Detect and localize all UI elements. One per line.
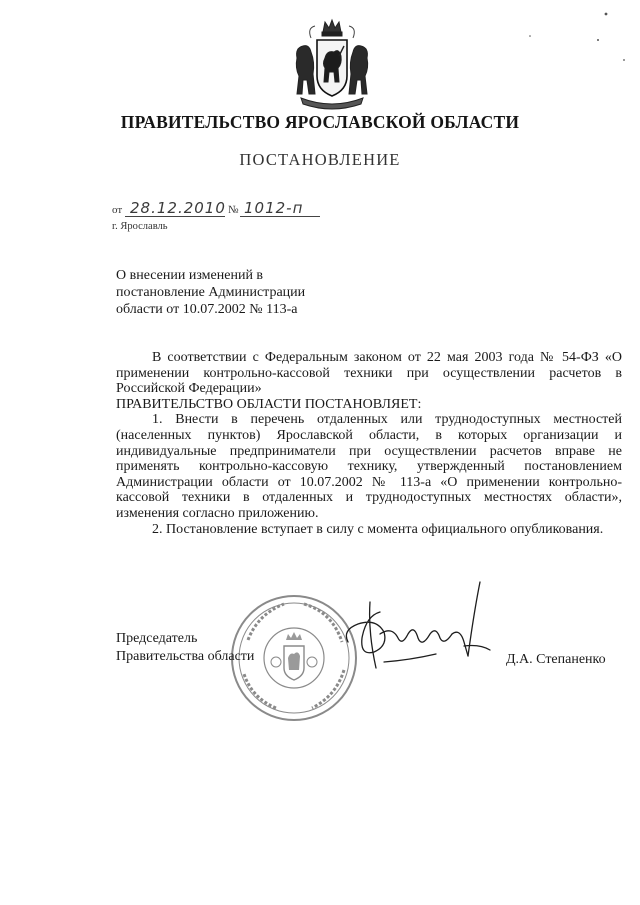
subject-line: постановление Администрации [116,285,306,300]
subject-line: области от 10.07.2002 № 113-а [116,302,298,317]
number-label: № [228,204,239,216]
city: г. Ярославль [112,221,168,232]
registration-date: 28.12.2010 [130,199,226,217]
document-type: ПОСТАНОВЛЕНИЕ [239,150,401,169]
item-1-paragraph: 1. Внести в перечень отдаленных или труднодоступных местностей (населенных пунктов) Ярославской области, в которых организации и индивидуальные предприниматели при осуществлении расчетов вправе не применять контрольно-кассовую технику, утвержденный постановлением Администрации области от 10.07.2002 № 113-а «О применении контрольно-кассовой техники в отдаленных и труднодоступных местностях области», изменения согласно приложению. [116,412,622,521]
registration-line [112,198,342,220]
signatory-role-line: Правительства области [116,649,255,664]
document-body [116,350,622,537]
subject-line: О внесении изменений в [116,268,264,283]
from-label: от [112,204,123,216]
signatory-role [116,630,276,666]
registration-number: 1012-п [244,199,304,217]
handwritten-signature [340,572,500,682]
government-title: ПРАВИТЕЛЬСТВО ЯРОСЛАВСКОЙ ОБЛАСТИ [120,112,520,132]
preamble-paragraph: В соответствии с Федеральным законом от 22 мая 2003 года № 54-ФЗ «О применении контрольно-кассовой техники при осуществлении расчетов в Российской Федерации» [116,350,622,397]
subject-block [116,267,346,318]
signatory-name: Д.А. Степаненко [506,652,606,667]
decree-line: ПРАВИТЕЛЬСТВО ОБЛАСТИ ПОСТАНОВЛЯЕТ: [116,396,422,412]
coat-of-arms-emblem [289,18,375,114]
signatory-role-line: Председатель [116,631,198,646]
item-2-paragraph: 2. Постановление вступает в силу с момента официального опубликования. [152,521,604,537]
